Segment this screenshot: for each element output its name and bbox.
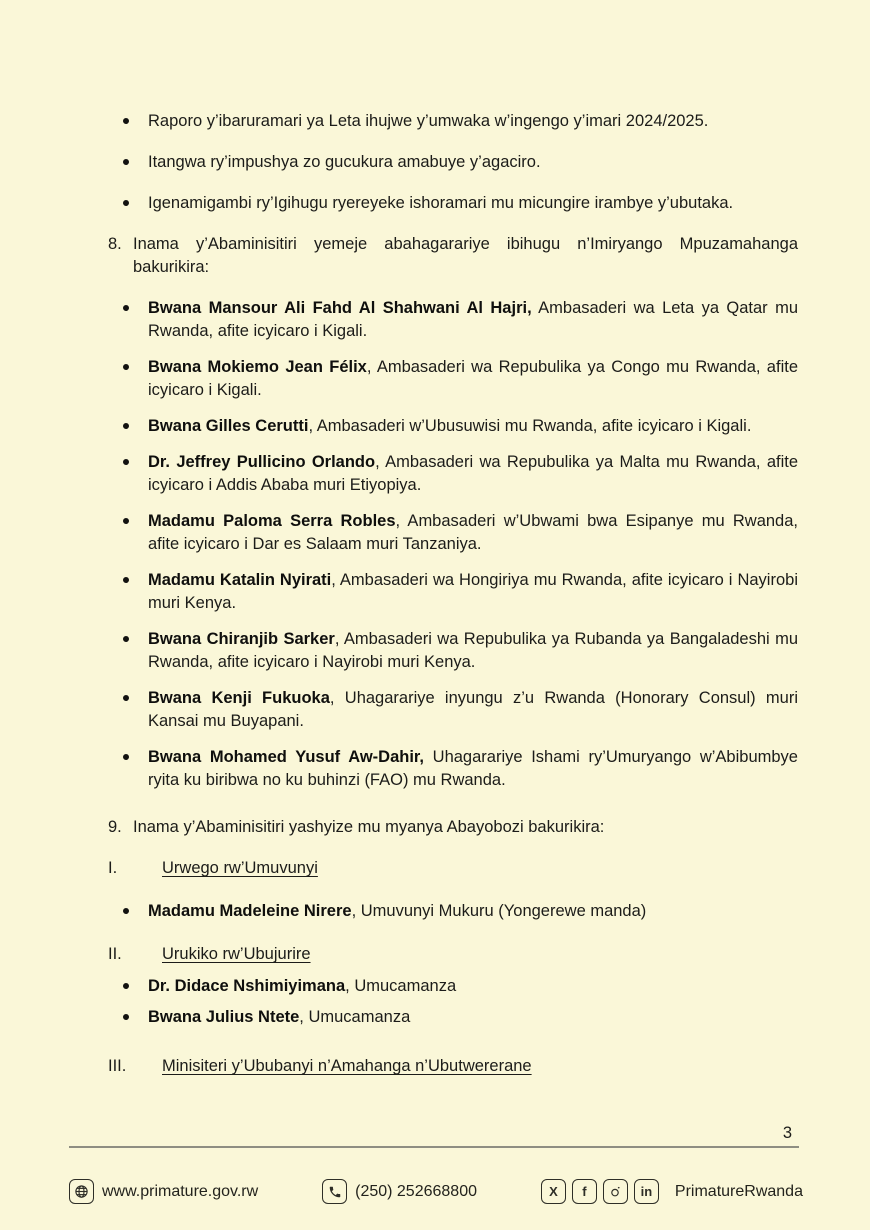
- list-item: [108, 1006, 798, 1029]
- social-icon-row: [541, 1179, 659, 1204]
- person-name: Bwana Chiranjib Sarker: [148, 630, 335, 648]
- paragraph-text: Inama y’Abaminisitiri yemeje abahagarariye ibihugu n’Imiryango Mpuzamahanga bakurikira:: [133, 235, 798, 276]
- appointee-list: [108, 975, 798, 1029]
- person-role: , Umuvunyi Mukuru (Yongerewe manda): [351, 902, 647, 920]
- person-role: , Ambasaderi wa Repubulika ya Congo mu Rwanda, afite icyicaro i Kigali.: [148, 358, 798, 399]
- person-name: Bwana Mansour Ali Fahd Al Shahwani Al Hajri,: [148, 299, 532, 317]
- person-role: , Ambasaderi wa Hongiriya mu Rwanda, afite icyicaro i Nayirobi muri Kenya.: [148, 571, 798, 612]
- person-role: , Uhagarariye inyungu z’u Rwanda (Honorary Consul) muri Kansai mu Buyapani.: [148, 689, 798, 730]
- person-role: Ambasaderi wa Leta ya Qatar mu Rwanda, afite icyicaro i Kigali.: [148, 299, 798, 340]
- list-item: [108, 356, 798, 402]
- phone-icon: [322, 1179, 347, 1204]
- list-item: [108, 297, 798, 343]
- person-name: Madamu Paloma Serra Robles: [148, 512, 396, 530]
- footer-divider: [69, 1146, 799, 1148]
- list-item: [108, 110, 798, 133]
- x-icon[interactable]: [541, 1179, 566, 1204]
- linkedin-glyph: in: [640, 1184, 653, 1199]
- list-item: [108, 510, 798, 556]
- item-number: 8.: [108, 235, 122, 253]
- instagram-icon[interactable]: [603, 1179, 628, 1204]
- social-handle[interactable]: PrimatureRwanda: [674, 1183, 803, 1200]
- person-role: , Ambasaderi w’Ubwami bwa Esipanye mu Rwanda, afite icyicaro i Dar es Salaam muri Tanzaniya.: [148, 512, 798, 553]
- numbered-paragraph-9: [108, 816, 798, 839]
- phone-label: (250) 252668800: [355, 1183, 477, 1200]
- list-item: [108, 451, 798, 497]
- appointee-list: [108, 900, 798, 923]
- person-name: Bwana Julius Ntete: [148, 1008, 300, 1026]
- subsection-title: Minisiteri y’Ububanyi n’Amahanga n’Ubutwererane: [162, 1057, 532, 1075]
- page-footer: [69, 1179, 803, 1204]
- list-item: [108, 900, 798, 923]
- person-name: Madamu Katalin Nyirati: [148, 571, 332, 589]
- facebook-glyph: f: [582, 1184, 587, 1199]
- person-name: Bwana Gilles Cerutti: [148, 417, 309, 435]
- list-item: [108, 151, 798, 174]
- website-label: www.primature.gov.rw: [102, 1183, 259, 1200]
- list-item: [108, 746, 798, 792]
- linkedin-icon[interactable]: [634, 1179, 659, 1204]
- person-name: Dr. Jeffrey Pullicino Orlando: [148, 453, 376, 471]
- list-item: [108, 628, 798, 674]
- facebook-icon[interactable]: [572, 1179, 597, 1204]
- bullet-text: Igenamigambi ry’Igihugu ryereyeke ishoramari mu micungire irambye y’ubutaka.: [148, 194, 734, 212]
- person-role: , Umucamanza: [299, 1008, 411, 1026]
- roman-numeral: I.: [108, 859, 118, 877]
- person-name: Dr. Didace Nshimiyimana: [148, 977, 346, 995]
- bullet-text: Itangwa ry’impushya zo gucukura amabuye y’agaciro.: [148, 153, 541, 171]
- person-name: Bwana Kenji Fukuoka: [148, 689, 330, 707]
- person-name: Madamu Madeleine Nirere: [148, 902, 352, 920]
- person-name: Bwana Mohamed Yusuf Aw-Dahir,: [148, 748, 424, 766]
- list-item: [108, 687, 798, 733]
- person-role: , Ambasaderi w’Ubusuwisi mu Rwanda, afite icyicaro i Kigali.: [308, 417, 752, 435]
- subsection-heading-3: [108, 1055, 798, 1078]
- subsection-title: Urwego rw’Umuvunyi: [162, 859, 318, 877]
- list-item: [108, 415, 798, 438]
- footer-phone[interactable]: [322, 1179, 477, 1204]
- paragraph-text: Inama y’Abaminisitiri yashyize mu myanya Abayobozi bakurikira:: [133, 818, 605, 836]
- person-role: , Umucamanza: [345, 977, 457, 995]
- globe-icon: [69, 1179, 94, 1204]
- numbered-paragraph-8: [108, 233, 798, 279]
- bullet-text: Raporo y’ibaruramari ya Leta ihujwe y’umwaka w’ingengo y’imari 2024/2025.: [148, 112, 709, 130]
- intro-bullet-list: [108, 110, 798, 215]
- ambassador-list: [108, 297, 798, 792]
- person-role: , Ambasaderi wa Repubulika ya Malta mu Rwanda, afite icyicaro i Addis Ababa muri Etiyopiya.: [148, 453, 799, 494]
- document-body: [108, 0, 798, 1098]
- roman-numeral: II.: [108, 945, 122, 963]
- item-number: 9.: [108, 818, 122, 836]
- list-item: [108, 192, 798, 215]
- roman-numeral: III.: [108, 1057, 127, 1075]
- subsection-heading-2: [108, 943, 798, 966]
- list-item: [108, 569, 798, 615]
- person-name: Bwana Mokiemo Jean Félix: [148, 358, 367, 376]
- footer-social: [541, 1179, 803, 1204]
- page-number: 3: [782, 1124, 792, 1142]
- list-item: [108, 975, 798, 998]
- footer-website[interactable]: [69, 1179, 258, 1204]
- person-role: Uhagarariye Ishami ry’Umuryango w’Abibumbye ryita ku biribwa no ku buhinzi (FAO) mu Rwanda.: [148, 748, 798, 789]
- person-role: , Ambasaderi wa Repubulika ya Rubanda ya Bangaladeshi mu Rwanda, afite icyicaro i Nayirobi muri Kenya.: [148, 630, 798, 671]
- x-glyph: X: [549, 1184, 558, 1199]
- subsection-heading-1: [108, 857, 798, 880]
- subsection-title: Urukiko rw’Ubujurire: [162, 945, 311, 963]
